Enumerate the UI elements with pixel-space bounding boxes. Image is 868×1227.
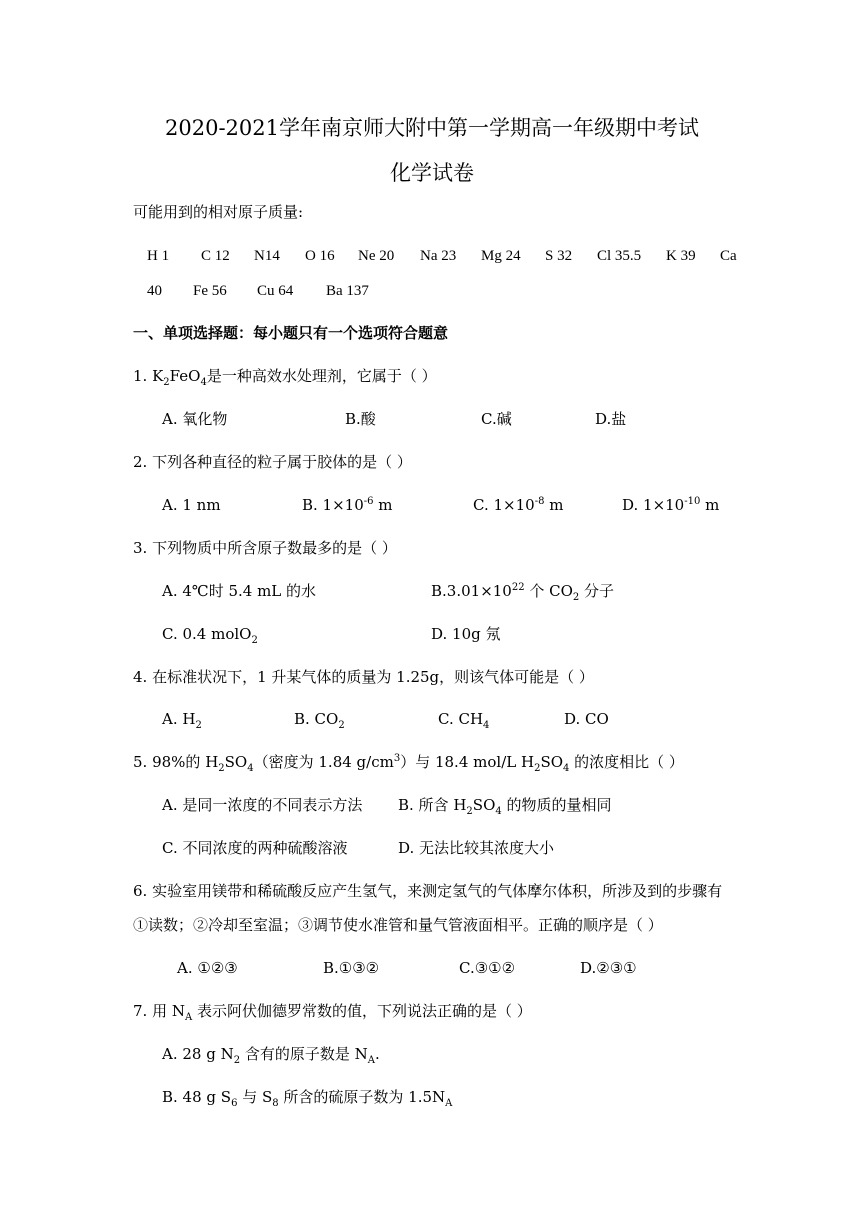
q4-option-b: B. $CO_2$ [294,710,345,731]
q6-option-d: D.②③① [580,959,637,977]
q2-option-a: A. 1 nm [162,496,221,514]
atomic-mass-item: Ne 20 [358,248,395,264]
q5-option-b: B. 所含 $H_2SO_4$ 的物质的量相同 [398,796,612,817]
exam-title: 2020-2021学年南京师大附中第一学期高一年级期中考试 [165,116,699,140]
question-6-stem-line-2: ①读数；②冷却至室温；③调节使水准管和量气管液面相平。正确的顺序是（ ） [133,916,663,934]
atomic-mass-item: Na 23 [420,248,457,264]
atomic-mass-item: S 32 [545,248,573,264]
q5-option-c: C. 不同浓度的两种硫酸溶液 [162,839,348,857]
q5-option-a: A. 是同一浓度的不同表示方法 [162,796,363,814]
q6-option-c: C.③①② [459,959,516,977]
q1-option-b: B.酸 [345,410,376,428]
q7-option-b: B. 48 g $S_6$ 与 $S_8$ 所含的硫原子数为 $1.5N_A$ [162,1088,453,1109]
q6-option-b: B.①③② [323,959,380,977]
question-6-stem-line-1: 6. 实验室用镁带和稀硫酸反应产生氢气，来测定氢气的气体摩尔体积，所涉及到的步骤有 [133,882,723,900]
atomic-mass-item: O 16 [305,248,335,264]
atomic-mass-item: Fe 56 [193,283,227,299]
q1-option-a: A. 氧化物 [162,410,228,428]
atomic-mass-item: N14 [254,248,280,264]
atomic-mass-item: 40 [147,283,162,299]
q7-option-a: A. 28 g $N_2$ 含有的原子数是 $N_A$. [162,1045,380,1066]
question-7-stem: 7. 用 $N_A$ 表示阿伏伽德罗常数的值，下列说法正确的是（ ） [133,1002,532,1023]
question-5-stem: 5. 98%的 $H_2SO_4$（密度为 1.84 $g/cm^3$）与 18.4 mol/L $H_2SO_4$ 的浓度相比（ ） [133,753,684,774]
q4-option-c: C. $CH_4$ [438,710,490,731]
atomic-mass-label: 可能用到的相对原子质量: [133,203,304,221]
atomic-mass-item: Mg 24 [481,248,521,264]
section-heading: 一、单项选择题：每小题只有一个选项符合题意 [133,324,449,342]
question-3-stem: 3. 下列物质中所含原子数最多的是（ ） [133,539,397,557]
q3-option-c: C. 0.4 molO$_2$ [162,625,258,646]
atomic-mass-item: Ca [720,248,737,264]
q5-option-d: D. 无法比较其浓度大小 [398,839,555,857]
atomic-mass-item: K 39 [666,248,696,264]
question-4-stem: 4. 在标准状况下，1 升某气体的质量为 1.25g，则该气体可能是（ ） [133,668,594,686]
atomic-mass-item: C 12 [201,248,230,264]
atomic-mass-item: Cl 35.5 [597,248,642,264]
q2-option-d: D. $1\times 10^{-10}$ m [622,496,720,514]
question-1-stem: 1. $K_2FeO_4$是一种高效水处理剂，它属于（ ） [133,367,437,388]
q2-option-b: B. $1\times 10^{-6}$ m [302,496,393,514]
q3-option-d: D. 10g 氖 [431,625,501,643]
q1-option-c: C.碱 [481,410,512,428]
q6-option-a: A. ①②③ [177,959,238,977]
q2-option-c: C. $1\times 10^{-8}$ m [473,496,564,514]
q4-option-d: D. CO [564,710,609,728]
question-2-stem: 2. 下列各种直径的粒子属于胶体的是（ ） [133,453,412,471]
q3-option-a: A. 4℃时 5.4 mL 的水 [162,582,317,600]
q4-option-a: A. $H_2$ [162,710,202,731]
atomic-mass-item: Ba 137 [326,283,369,299]
atomic-mass-item: Cu 64 [257,283,294,299]
atomic-mass-item: H 1 [147,248,170,264]
exam-subtitle: 化学试卷 [390,161,474,185]
q3-option-b: $B.3.01\times 10^{22}$ 个 $CO_2$ 分子 [431,582,615,603]
q1-option-d: D.盐 [595,410,627,428]
